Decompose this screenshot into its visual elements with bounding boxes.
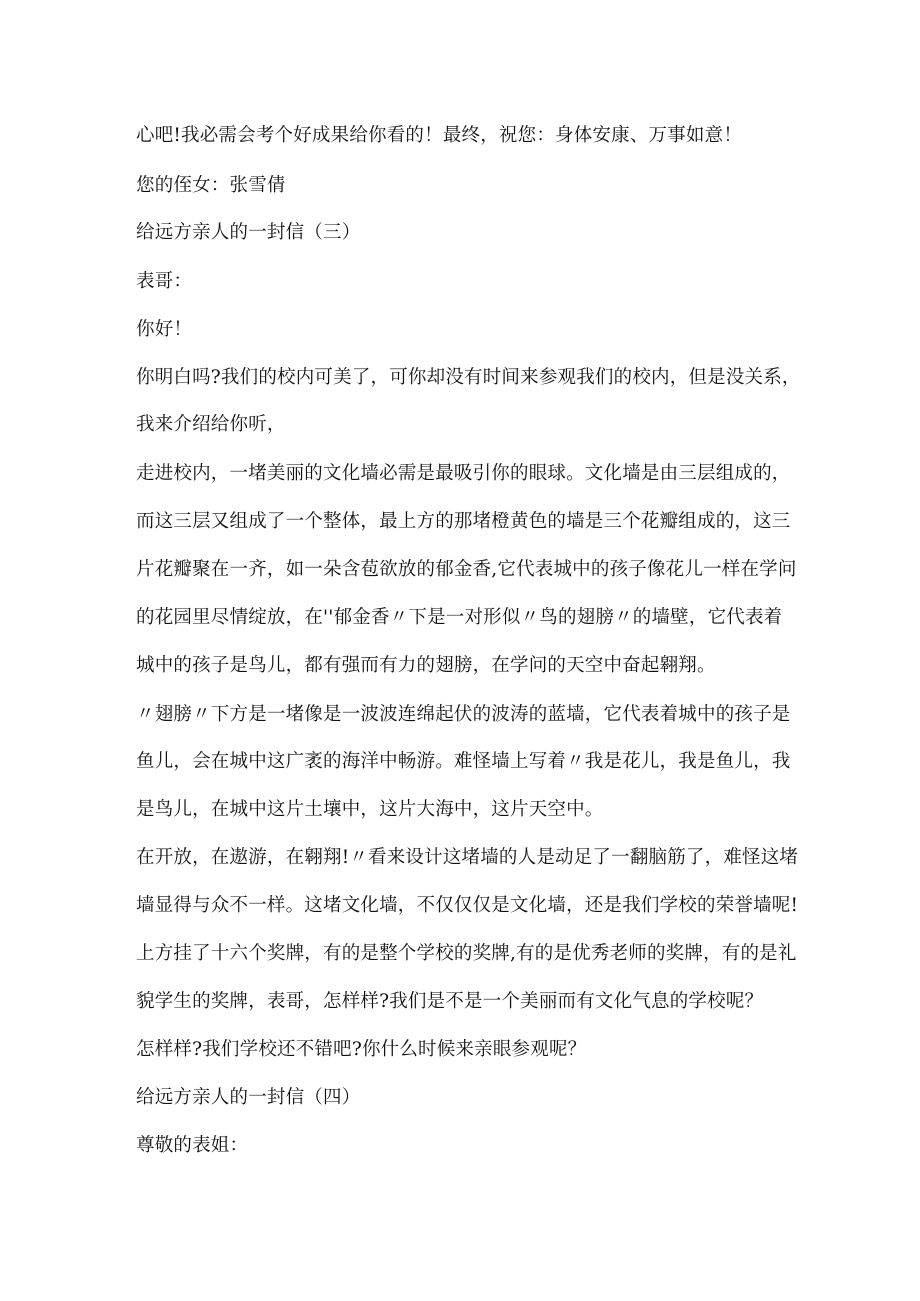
text-line: 墙显得与众不一样。这堵文化墙，不仅仅仅是文化墙，还是我们学校的荣誉墙呢! xyxy=(136,895,799,916)
text-line: 而这三层又组成了一个整体，最上方的那堵橙黄色的墙是三个花瓣组成的，这三 xyxy=(136,511,791,532)
text-line: 鱼儿，会在城中这广袤的海洋中畅游。难怪墙上写着〃我是花儿，我是鱼儿，我 xyxy=(136,751,791,772)
text-line: 上方挂了十六个奖牌，有的是整个学校的奖牌,有的是优秀老师的奖牌，有的是礼 xyxy=(136,943,797,964)
greeting: 你好！ xyxy=(136,319,193,340)
text-line: 是鸟儿，在城中这片土壤中，这片大海中，这片天空中。 xyxy=(136,799,604,820)
text-line: 〃翅膀〃下方是一堵像是一波波连绵起伏的波涛的蓝墙，它代表着城中的孩子是 xyxy=(136,704,791,725)
signature-line: 您的侄女：张雪倩 xyxy=(136,175,286,196)
text-line: 你明白吗?我们的校内可美了，可你却没有时间来参观我们的校内，但是没关系， xyxy=(136,367,801,388)
section-title: 给远方亲人的一封信（三） xyxy=(136,222,361,243)
text-line: 片花瓣聚在一齐，如一朵含苞欲放的郁金香,它代表城中的孩子像花儿一样在学问 xyxy=(136,559,797,580)
text-line: 的花园里尽情绽放，在''郁金香〃下是一对形似〃鸟的翅膀〃的墙壁，它代表着 xyxy=(136,607,783,628)
salutation: 尊敬的表姐： xyxy=(136,1135,249,1156)
section-title: 给远方亲人的一封信（四） xyxy=(136,1087,361,1108)
text-line: 貌学生的奖牌，表哥，怎样样?我们是不是一个美丽而有文化气息的学校呢？ xyxy=(136,991,764,1012)
text-line: 怎样样?我们学校还不错吧?你什么时候来亲眼参观呢？ xyxy=(136,1039,587,1060)
text-line: 城中的孩子是鸟儿，都有强而有力的翅膀，在学问的天空中奋起翱翔。 xyxy=(136,655,716,676)
text-line: 走进校内，一堵美丽的文化墙必需是最吸引你的眼球。文化墙是由三层组成的， xyxy=(136,463,791,484)
text-line: 我来介绍给你听， xyxy=(136,414,286,435)
text-line: 心吧!我必需会考个好成果给你看的！最终，祝您：身体安康、万事如意！ xyxy=(136,125,743,146)
salutation: 表哥： xyxy=(136,271,193,292)
text-line: 在开放，在遨游，在翱翔!〃看来设计这堵墙的人是动足了一翻脑筋了，难怪这堵 xyxy=(136,847,799,868)
